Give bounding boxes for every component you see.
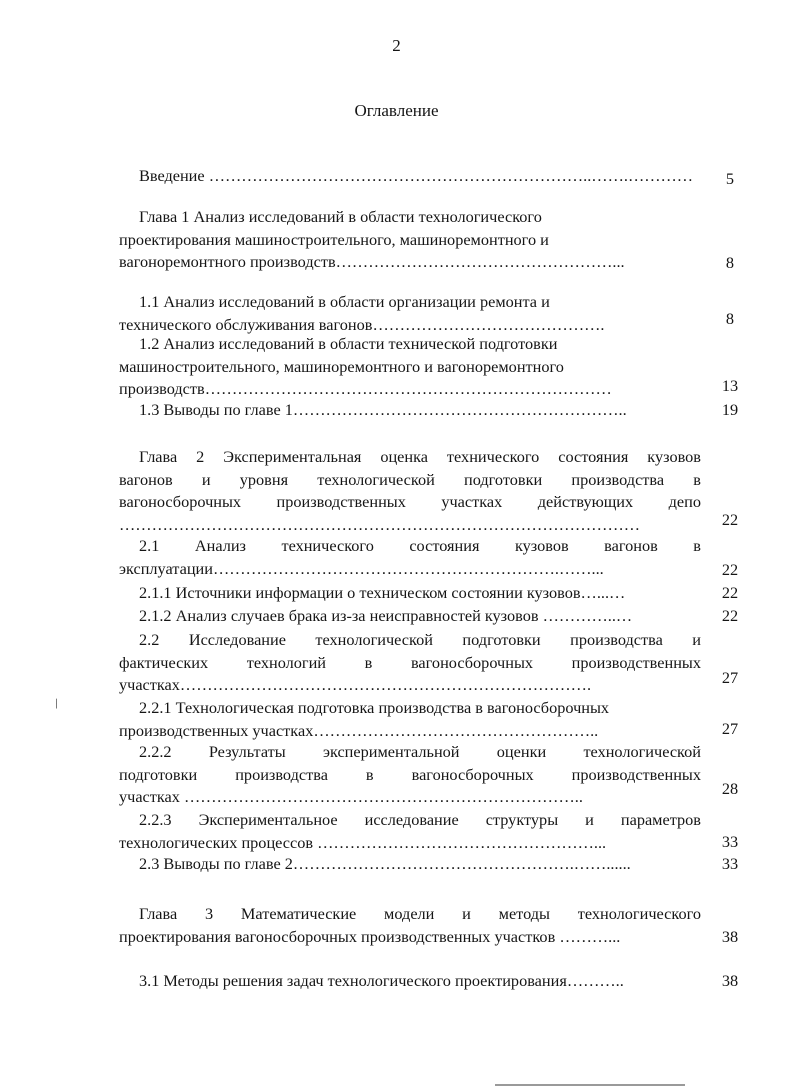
toc-entry-text: 2.2.2 Результаты экспериментальной оценки технологической — [139, 742, 701, 761]
page-number: 2 — [392, 36, 401, 55]
toc-entry-text: 2.1.2 Анализ случаев брака из-за неисправностей кузовов …………..… — [139, 606, 633, 625]
toc-entry-text: подготовки производства в вагоносборочных производственных — [119, 764, 701, 784]
toc-entry-3-1[interactable] — [119, 970, 701, 993]
toc-entry-text: участках…………………………………………………………………. — [119, 675, 592, 694]
toc-page-number: 28 — [721, 779, 739, 798]
toc-heading: Оглавление — [354, 101, 439, 120]
toc-entry-2-2-3[interactable] — [119, 809, 701, 854]
toc-entry-text: 1.3 Выводы по главе 1…………………………………………………….. — [139, 400, 627, 419]
toc-entry-text: проектирования вагоносборочных производственных участков ………... — [119, 926, 621, 946]
toc-entry-text: Введение ……………………………………………………………..…….………… — [139, 166, 694, 185]
toc-entry-1-1[interactable] — [119, 291, 701, 336]
toc-entry-text: производственных участках…………………………………………….. — [119, 720, 599, 740]
toc-entry-2-1[interactable] — [119, 535, 701, 580]
toc-entry-text: технического обслуживания вагонов……………………………………. — [119, 314, 605, 334]
toc-page-number: 27 — [721, 719, 739, 738]
toc-entry-intro[interactable] — [119, 165, 701, 188]
toc-page-number: 8 — [725, 253, 735, 272]
toc-entry-2-2-2[interactable] — [119, 741, 701, 809]
toc-entry-text: 2.1.1 Источники информации о техническом состоянии кузовов…...… — [139, 583, 626, 602]
toc-page-number: 38 — [721, 971, 739, 990]
toc-entry-text: 2.2.1 Технологическая подготовка производства в вагоносборочных — [139, 698, 610, 717]
toc-entry-text: 2.2.3 Экспериментальное исследование структуры и параметров — [139, 810, 701, 829]
toc-page-number: 22 — [721, 510, 739, 529]
toc-page-number: 19 — [721, 400, 739, 419]
toc-entry-text: участках ……………………………………………………………….. — [119, 787, 583, 806]
toc-entry-text: фактических технологий в вагоносборочных производственных — [119, 652, 701, 672]
toc-entry-text: вагоносборочных производственных участках действующих депо — [119, 492, 701, 511]
toc-entry-text: технологических процессов ……………………………………………... — [119, 832, 607, 852]
toc-page-number: 5 — [725, 169, 735, 188]
toc-entry-1-2[interactable] — [119, 333, 701, 401]
toc-entry-2-2-1[interactable] — [119, 697, 701, 742]
toc-page-number: 33 — [721, 832, 739, 851]
toc-entry-text: 3.1 Методы решения задач технологического проектирования……….. — [139, 971, 624, 990]
scan-edge-line — [495, 1084, 685, 1086]
toc-entry-text: вагонов и уровня технологической подготовки производства в — [119, 469, 701, 489]
toc-entry-text: 2.1 Анализ технического состояния кузовов вагонов в — [139, 536, 701, 555]
toc-page-number: 13 — [721, 376, 739, 395]
toc-entry-1-3[interactable] — [119, 399, 701, 422]
toc-entry-text: Глава 1 Анализ исследований в области технологического — [139, 207, 542, 226]
toc-entry-chapter-3[interactable] — [119, 903, 701, 948]
toc-entry-2-1-1[interactable] — [119, 582, 701, 605]
toc-entry-text: Глава 3 Математические модели и методы технологического — [139, 904, 701, 923]
toc-page-number: 22 — [721, 606, 739, 625]
toc-page-number: 22 — [721, 583, 739, 602]
toc-entry-text: производств………………………………………………………………… — [119, 379, 612, 398]
toc-entry-text: проектирования машиностроительного, машиноремонтного и — [119, 229, 549, 249]
toc-entry-text: 2.3 Выводы по главе 2…………………………………………….……...... — [139, 854, 631, 873]
toc-entry-chapter-2[interactable] — [119, 446, 701, 536]
toc-entry-text: Глава 2 Экспериментальная оценка технического состояния кузовов — [139, 447, 701, 466]
toc-page-number: 33 — [721, 854, 739, 873]
toc-entry-chapter-1[interactable] — [119, 206, 701, 274]
toc-page-number: 8 — [725, 309, 735, 328]
toc-entry-2-3[interactable] — [119, 853, 701, 876]
toc-entry-text: 2.2 Исследование технологической подготовки производства и — [139, 630, 701, 649]
toc-page-number: 27 — [721, 668, 739, 687]
toc-entry-2-1-2[interactable] — [119, 605, 701, 628]
margin-mark: / — [52, 696, 62, 713]
toc-entry-text: 1.1 Анализ исследований в области организации ремонта и — [139, 292, 550, 311]
toc-entry-text: …………………………………………………………………………………… — [119, 514, 640, 534]
toc-entry-text: машиностроительного, машиноремонтного и вагоноремонтного — [119, 356, 564, 376]
toc-entry-text: вагоноремонтного производств……………………………………………... — [119, 252, 625, 271]
toc-entry-text: 1.2 Анализ исследований в области технической подготовки — [139, 334, 558, 353]
toc-entry-2-2[interactable] — [119, 629, 701, 697]
toc-page-number: 38 — [721, 927, 739, 946]
toc-entry-text: эксплуатации……………………………………………………….……... — [119, 558, 604, 578]
toc-page-number: 22 — [721, 560, 739, 579]
